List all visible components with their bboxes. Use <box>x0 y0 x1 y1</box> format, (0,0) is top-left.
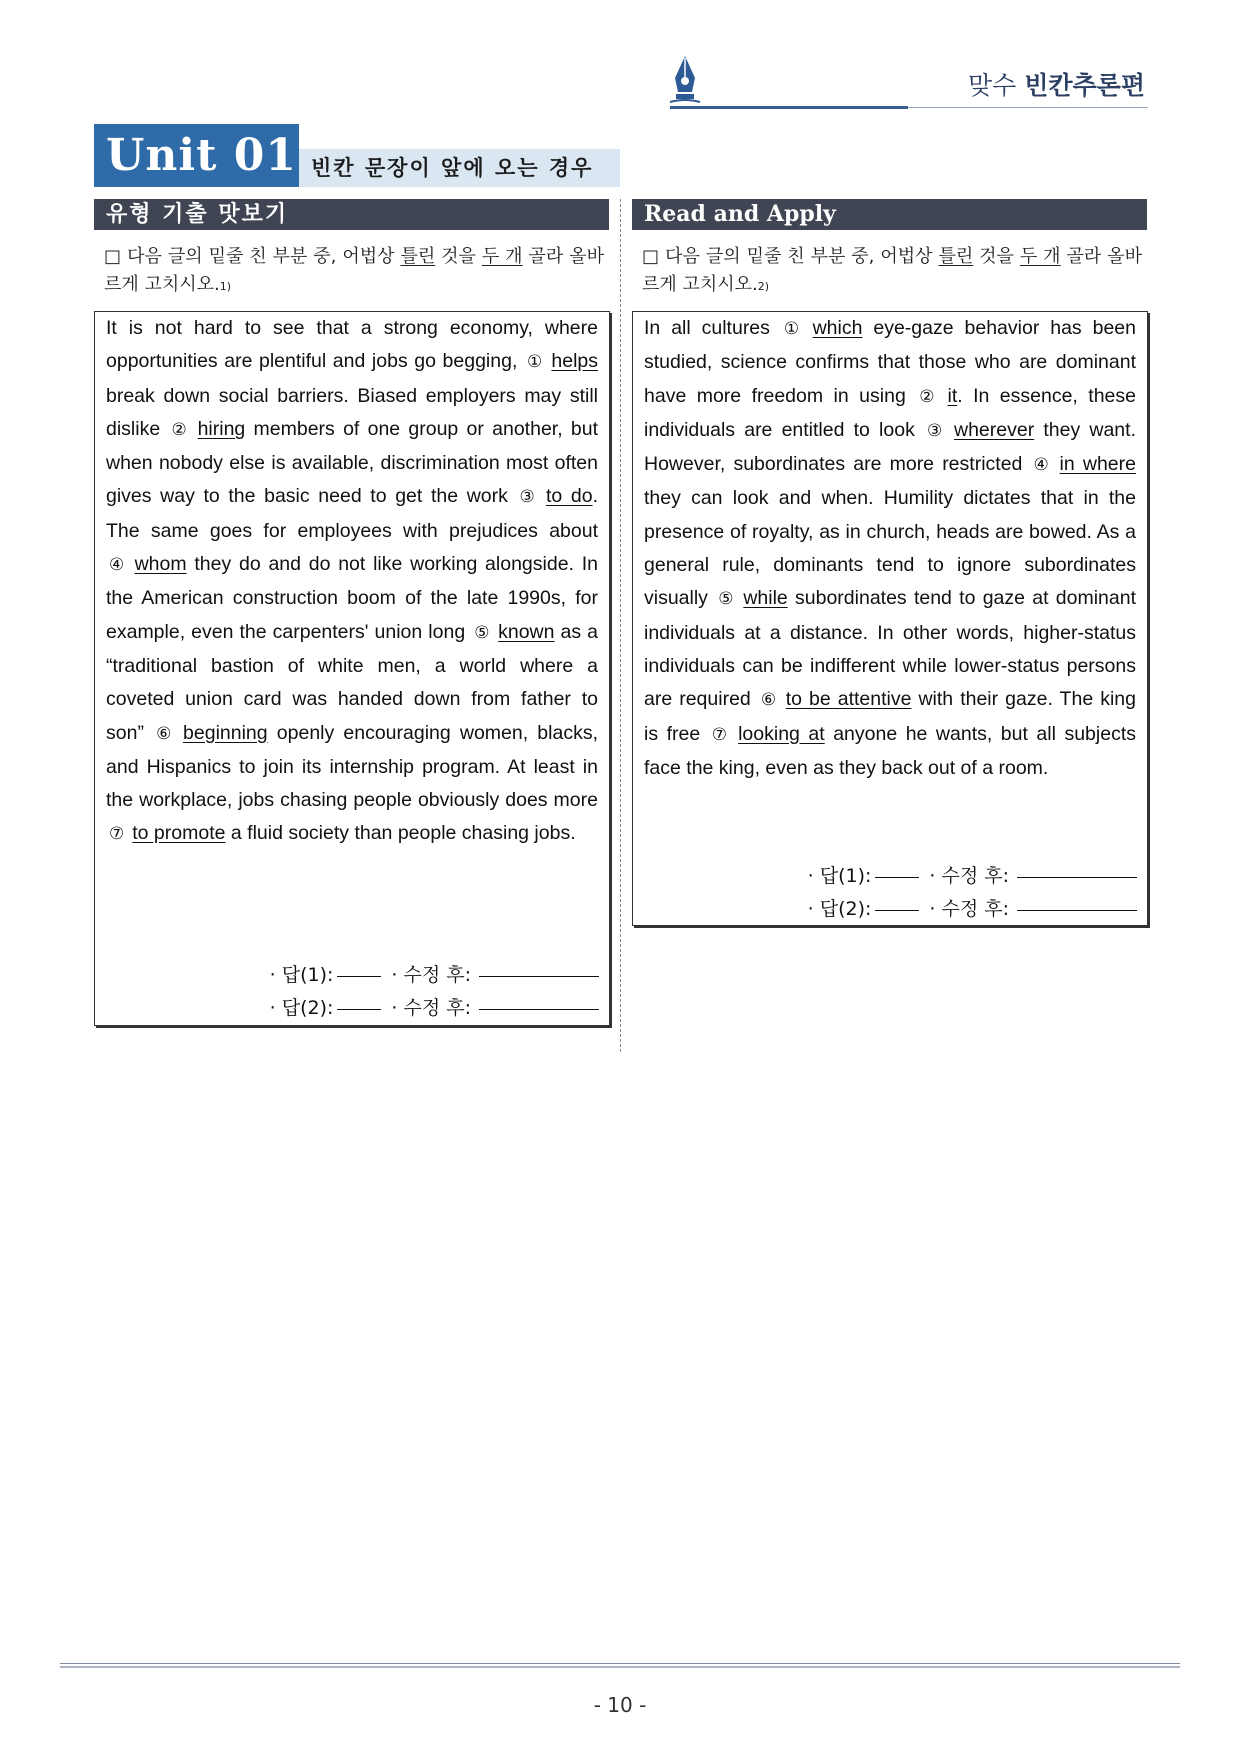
choice-number: ② <box>919 386 940 407</box>
underlined-choice: whom <box>134 553 187 576</box>
choice-number: ③ <box>926 420 946 441</box>
passage-segment: a fluid society than people chasing jobs. <box>225 822 576 845</box>
underlined-choice: to promote <box>132 822 226 845</box>
page-number: - 10 - <box>593 1693 647 1717</box>
answer-row-1: · 답(1): · 수정 후: <box>797 860 1137 893</box>
book-title-series: 맞수 <box>967 71 1025 100</box>
underlined-choice: while <box>743 587 788 610</box>
passage-segment: In all cultures <box>644 317 781 339</box>
right-instruction: □ 다음 글의 밑줄 친 부분 중, 어법상 틀린 것을 두 개 골라 올바르게 고치시오.$^{2)}$ <box>642 246 1142 295</box>
passage-segment: they do and do not like working alongside. In the American construction boom of the late 1990s, for example, even the carpenters' union long <box>106 553 598 643</box>
choice-number: ⑤ <box>718 589 736 610</box>
column-divider <box>620 199 621 1052</box>
answer-blank[interactable] <box>875 910 919 911</box>
passage-segment: they can look and when. Humility dictates that in the presence of royalty, as in church, heads are bowed. As a general rule, dominants tend to ignore subordinates visually <box>644 487 1136 610</box>
passage-segment: It is not hard to see that a strong economy, where opportunities are plentiful and jobs go begging, <box>106 317 598 373</box>
correction-blank[interactable] <box>1017 910 1137 911</box>
choice-number: ② <box>171 419 190 440</box>
header-rule-thin <box>908 107 1148 108</box>
header-rule <box>670 106 908 109</box>
left-answer-lines <box>259 959 599 1025</box>
underlined-choice: which <box>812 317 863 339</box>
right-passage-text <box>644 312 1136 785</box>
footnote-marker: 2) <box>757 280 770 293</box>
right-passage-box <box>632 311 1148 926</box>
underlined-choice: looking at <box>738 722 825 745</box>
unit-label: Unit 01 <box>94 124 299 187</box>
choice-number: ① <box>526 352 544 373</box>
footer-rule <box>60 1663 1180 1664</box>
choice-number: ⑥ <box>760 690 778 711</box>
answer-row-2: · 답(2): · 수정 후: <box>797 893 1137 926</box>
passage-segment: members of one group or another, but when nobody else is available, discrimination most often gives way to the basic need to get the work <box>106 417 598 508</box>
passage-segment: . The same goes for employees with prejudices about <box>106 485 598 542</box>
passage-segment: openly encouraging women, blacks, and Hispanics to join its internship program. At least in the workplace, jobs chasing people obviously does more <box>106 721 598 812</box>
underlined-choice: in where <box>1059 453 1136 476</box>
footnote-marker: 1) <box>219 280 232 293</box>
left-instruction: □ 다음 글의 밑줄 친 부분 중, 어법상 틀린 것을 두 개 골라 올바르게 고치시오.$^{1)}$ <box>104 246 604 295</box>
passage-segment: . In essence, these individuals are entitled to look <box>644 384 1136 441</box>
answer-blank[interactable] <box>875 877 919 878</box>
choice-number: ① <box>783 319 805 339</box>
passage-segment: with their gaze. The king is free <box>644 688 1136 745</box>
underlined-choice: to be attentive <box>785 688 912 711</box>
underlined-choice: it <box>947 384 958 407</box>
choice-number: ⑦ <box>711 724 731 745</box>
passage-segment: subordinates tend to gaze at dominant individuals at a distance. In other words, higher-status individuals can be indifferent while lower-status persons are required <box>644 587 1136 711</box>
pen-nib-icon <box>668 54 702 106</box>
underlined-choice: beginning <box>183 721 268 744</box>
answer-row-2: · 답(2): · 수정 후: <box>259 992 599 1025</box>
choice-number: ⑥ <box>156 723 176 744</box>
footer-rule-thick <box>60 1666 1180 1668</box>
choice-number: ④ <box>1033 455 1052 476</box>
correction-blank[interactable] <box>479 1009 599 1010</box>
passage-segment: as a “traditional bastion of white men, a world where a coveted union card was handed down from father to son” <box>106 620 598 744</box>
passage-segment: they want. However, subordinates are more restricted <box>644 418 1136 476</box>
left-section-title: 유형 기출 맛보기 <box>94 199 609 230</box>
choice-number: ④ <box>109 555 127 576</box>
choice-number: ③ <box>519 487 538 508</box>
right-answer-lines <box>797 860 1137 926</box>
passage-segment: eye-gaze behavior has been studied, science confirms that those who are dominant have more freedom in using <box>644 317 1136 407</box>
answer-row-1: · 답(1): · 수정 후: <box>259 959 599 992</box>
choice-number: ⑦ <box>109 824 125 845</box>
underlined-choice: wherever <box>953 418 1035 441</box>
underlined-choice: known <box>498 620 555 643</box>
left-passage-box <box>94 311 610 1026</box>
correction-blank[interactable] <box>1017 877 1137 878</box>
answer-blank[interactable] <box>337 1009 381 1010</box>
choice-number: ⑤ <box>474 622 491 643</box>
book-title <box>968 66 1145 102</box>
correction-blank[interactable] <box>479 976 599 977</box>
passage-segment: anyone he wants, but all subjects face the king, even as they back out of a room. <box>644 722 1136 779</box>
passage-segment: break down social barriers. Biased employers may still dislike <box>106 384 598 440</box>
left-passage-text <box>106 312 598 852</box>
underlined-choice: helps <box>551 350 598 373</box>
right-section-title: Read and Apply <box>632 199 1147 230</box>
answer-blank[interactable] <box>337 976 381 977</box>
underlined-choice: hiring <box>197 417 246 440</box>
book-title-volume: 빈칸추론편 <box>1024 71 1145 100</box>
underlined-choice: to do <box>545 485 593 508</box>
unit-subtitle: 빈칸 문장이 앞에 오는 경우 <box>299 149 620 187</box>
